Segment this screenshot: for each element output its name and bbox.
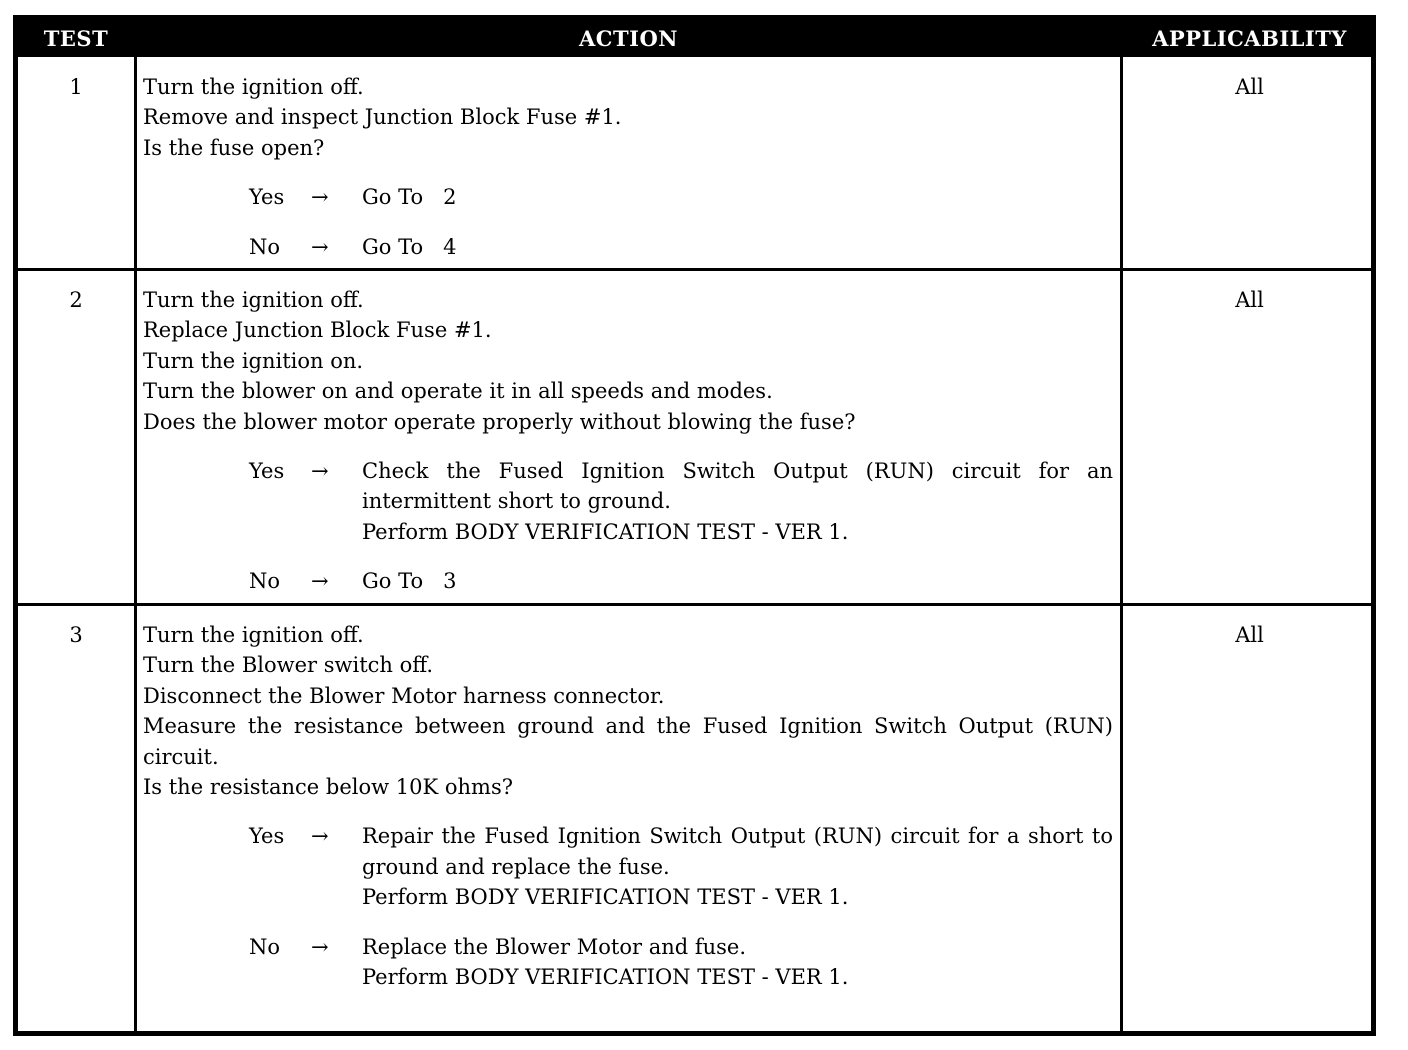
applicability-value: All	[1235, 623, 1264, 647]
action-step: Turn the ignition off.	[143, 623, 364, 647]
applicability-value: All	[1235, 288, 1264, 312]
result-yes	[143, 456, 1113, 547]
answer-label: No	[249, 934, 281, 959]
test-number: 2	[69, 288, 83, 312]
result-text: Go To 2	[362, 185, 457, 210]
answer-label: No	[249, 234, 281, 259]
action-cell	[143, 72, 1113, 262]
result-yes	[143, 821, 1113, 912]
column-divider	[1120, 20, 1123, 1031]
column-divider	[134, 20, 137, 1031]
result-yes	[143, 182, 1113, 212]
arrow-icon: →	[311, 934, 329, 959]
action-step: Is the fuse open?	[143, 135, 325, 160]
arrow-icon: →	[311, 824, 329, 849]
arrow-icon: →	[311, 459, 329, 484]
result-text: Perform BODY VERIFICATION TEST - VER 1.	[362, 885, 849, 910]
answer-label: No	[249, 569, 281, 594]
result-text: Go To 3	[362, 569, 457, 594]
action-step: Replace Junction Block Fuse #1.	[143, 318, 492, 343]
header-action: ACTION	[579, 26, 678, 51]
row-divider	[18, 268, 1371, 271]
action-cell	[143, 285, 1113, 597]
header-test: TEST	[43, 26, 109, 51]
answer-label: Yes	[249, 185, 285, 210]
result-text: Check the Fused Ignition Switch Output (RUN) circuit for an intermittent short to ground.	[362, 459, 1113, 514]
result-text: Repair the Fused Ignition Switch Output (RUN) circuit for a short to ground and replace the fuse.	[362, 824, 1113, 879]
arrow-icon: →	[311, 569, 329, 594]
result-text: Go To 4	[362, 234, 457, 259]
answer-label: Yes	[249, 824, 285, 849]
action-step: Turn the ignition off.	[143, 75, 364, 99]
answer-label: Yes	[249, 459, 285, 484]
result-no	[143, 232, 1113, 262]
diagnostic-test-table	[13, 15, 1376, 1036]
action-step: Turn the ignition on.	[143, 348, 364, 373]
arrow-icon: →	[311, 234, 329, 259]
action-cell	[143, 620, 1113, 992]
action-step: Turn the blower on and operate it in all speeds and modes.	[143, 379, 773, 404]
result-text: Perform BODY VERIFICATION TEST - VER 1.	[362, 519, 849, 544]
header-applicability: APPLICABILITY	[1152, 26, 1347, 51]
test-number: 1	[69, 75, 83, 99]
test-number: 3	[69, 623, 83, 647]
action-step: Remove and inspect Junction Block Fuse #1.	[143, 105, 622, 130]
action-step: Does the blower motor operate properly without blowing the fuse?	[143, 409, 856, 434]
action-step: Is the resistance below 10K ohms?	[143, 775, 513, 800]
result-no	[143, 932, 1113, 993]
arrow-icon: →	[311, 185, 329, 210]
result-text: Replace the Blower Motor and fuse.	[362, 934, 747, 959]
result-text: Perform BODY VERIFICATION TEST - VER 1.	[362, 965, 849, 990]
result-no	[143, 566, 1113, 596]
action-step: Disconnect the Blower Motor harness connector.	[143, 683, 665, 708]
action-step: Measure the resistance between ground and the Fused Ignition Switch Output (RUN) circuit.	[143, 714, 1113, 769]
action-step: Turn the Blower switch off.	[143, 653, 434, 678]
row-divider	[18, 603, 1371, 606]
action-step: Turn the ignition off.	[143, 288, 364, 312]
applicability-value: All	[1235, 75, 1264, 99]
